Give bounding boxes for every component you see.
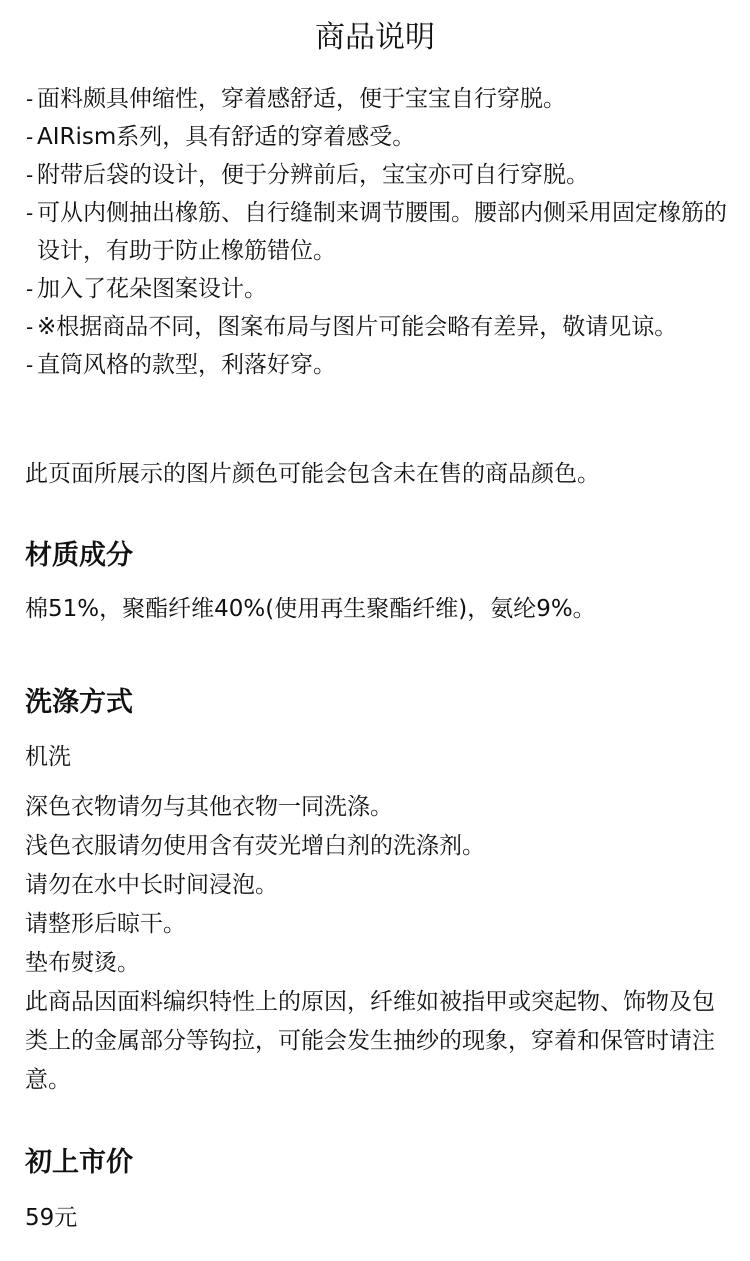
feature-text: ※根据商品不同，图案布局与图片可能会略有差异，敬请见谅。 (37, 314, 678, 340)
feature-text: AIRism系列，具有舒适的穿着感受。 (37, 124, 416, 150)
price-heading: 初上市价 (25, 1147, 133, 1178)
feature-item (26, 118, 731, 156)
feature-item (26, 270, 731, 308)
feature-text: 可从内侧抽出橡筋、自行缝制来调节腰围。腰部内侧采用固定橡筋的设计，有助于防止橡筋错位。 (37, 200, 727, 264)
care-note: 请勿在水中长时间浸泡。 (25, 872, 278, 898)
feature-list (26, 80, 731, 384)
bullet-marker: - (26, 277, 34, 301)
bullet-marker: - (26, 125, 34, 149)
bullet-marker: - (26, 163, 34, 187)
feature-item (26, 308, 731, 346)
feature-item (26, 194, 731, 270)
feature-item (26, 346, 731, 384)
material-composition: 棉51%，聚酯纤维40%(使用再生聚酯纤维)，氨纶9%。 (25, 596, 596, 622)
price-value: 59元 (25, 1205, 78, 1231)
feature-text: 直筒风格的款型，利落好穿。 (37, 352, 336, 378)
color-disclaimer: 此页面所展示的图片颜色可能会包含未在售的商品颜色。 (25, 461, 600, 487)
feature-item (26, 80, 731, 118)
material-heading: 材质成分 (25, 540, 133, 571)
care-note: 深色衣物请勿与其他衣物一同洗涤。 (25, 794, 393, 820)
page-title: 商品说明 (315, 20, 435, 55)
care-note: 浅色衣服请勿使用含有荧光增白剂的洗涤剂。 (25, 833, 485, 859)
bullet-marker: - (26, 315, 34, 339)
feature-text: 附带后袋的设计，便于分辨前后，宝宝亦可自行穿脱。 (37, 162, 589, 188)
feature-text: 面料颇具伸缩性，穿着感舒适，便于宝宝自行穿脱。 (37, 86, 566, 112)
bullet-marker: - (26, 87, 34, 111)
care-instructions (25, 788, 730, 1100)
care-note: 垫布熨烫。 (25, 950, 140, 976)
washing-method: 机洗 (25, 744, 71, 770)
bullet-marker: - (26, 201, 34, 225)
washing-heading: 洗涤方式 (25, 687, 133, 718)
care-note: 此商品因面料编织特性上的原因，纤维如被指甲或突起物、饰物及包类上的金属部分等钩拉，可能会发生抽纱的现象，穿着和保管时请注意。 (25, 989, 715, 1093)
feature-text: 加入了花朵图案设计。 (37, 276, 267, 302)
feature-item (26, 156, 731, 194)
care-note: 请整形后晾干。 (25, 911, 186, 937)
bullet-marker: - (26, 353, 34, 377)
